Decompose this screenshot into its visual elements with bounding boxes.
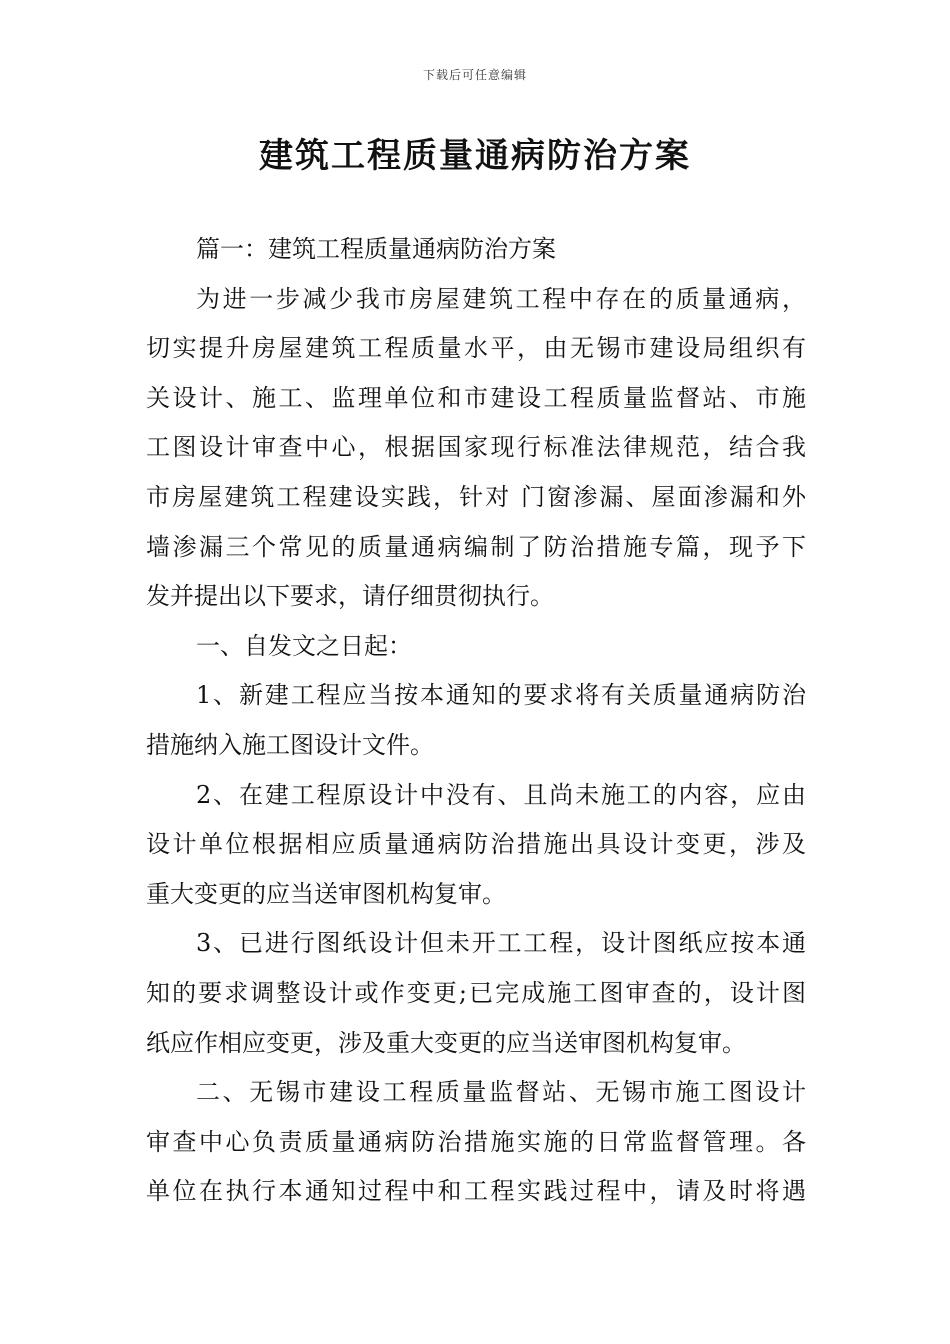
text-line: 措施纳入施工图设计文件。 [146, 730, 434, 759]
text-line: 篇一：建筑工程质量通病防治方案 [196, 235, 556, 263]
text-line: 工图设计审查中心，根据国家现行标准法律规范，结合我 [146, 433, 806, 462]
text-line: 切实提升房屋建筑工程质量水平，由无锡市建设局组织有 [146, 334, 806, 363]
text-line: 1、新建工程应当按本通知的要求将有关质量通病防治 [196, 681, 806, 710]
text-line: 知的要求调整设计或作变更;已完成施工图审查的，设计图 [146, 978, 806, 1007]
text-line: 一、自发文之日起： [196, 631, 412, 660]
text-line: 发并提出以下要求，请仔细贯彻执行。 [146, 582, 554, 611]
text-line: 为进一步减少我市房屋建筑工程中存在的质量通病， [196, 284, 806, 313]
document-title: 建筑工程质量通病防治方案 [259, 136, 691, 176]
text-line: 二、无锡市建设工程质量监督站、无锡市施工图设计 [196, 1078, 806, 1107]
text-line: 2、在建工程原设计中没有、且尚未施工的内容，应由 [196, 780, 806, 809]
text-line: 审查中心负责质量通病防治措施实施的日常监督管理。各 [146, 1127, 806, 1156]
text-line: 市房屋建筑工程建设实践，针对 门窗渗漏、屋面渗漏和外 [146, 482, 806, 511]
text-line: 重大变更的应当送审图机构复审。 [146, 879, 506, 908]
header-note: 下载后可任意编辑 [422, 68, 527, 82]
text-line: 设计单位根据相应质量通病防治措施出具设计变更，涉及 [146, 830, 806, 859]
document-body [146, 225, 806, 1217]
text-line: 墙渗漏三个常见的质量通病编制了防治措施专篇，现予下 [146, 532, 806, 561]
text-line: 关设计、施工、监理单位和市建设工程质量监督站、市施 [146, 383, 806, 412]
text-line: 单位在执行本通知过程中和工程实践过程中，请及时将遇 [146, 1177, 806, 1206]
text-line: 纸应作相应变更，涉及重大变更的应当送审图机构复审。 [146, 1028, 746, 1057]
text-line: 3、已进行图纸设计但未开工工程，设计图纸应按本通 [196, 929, 806, 958]
